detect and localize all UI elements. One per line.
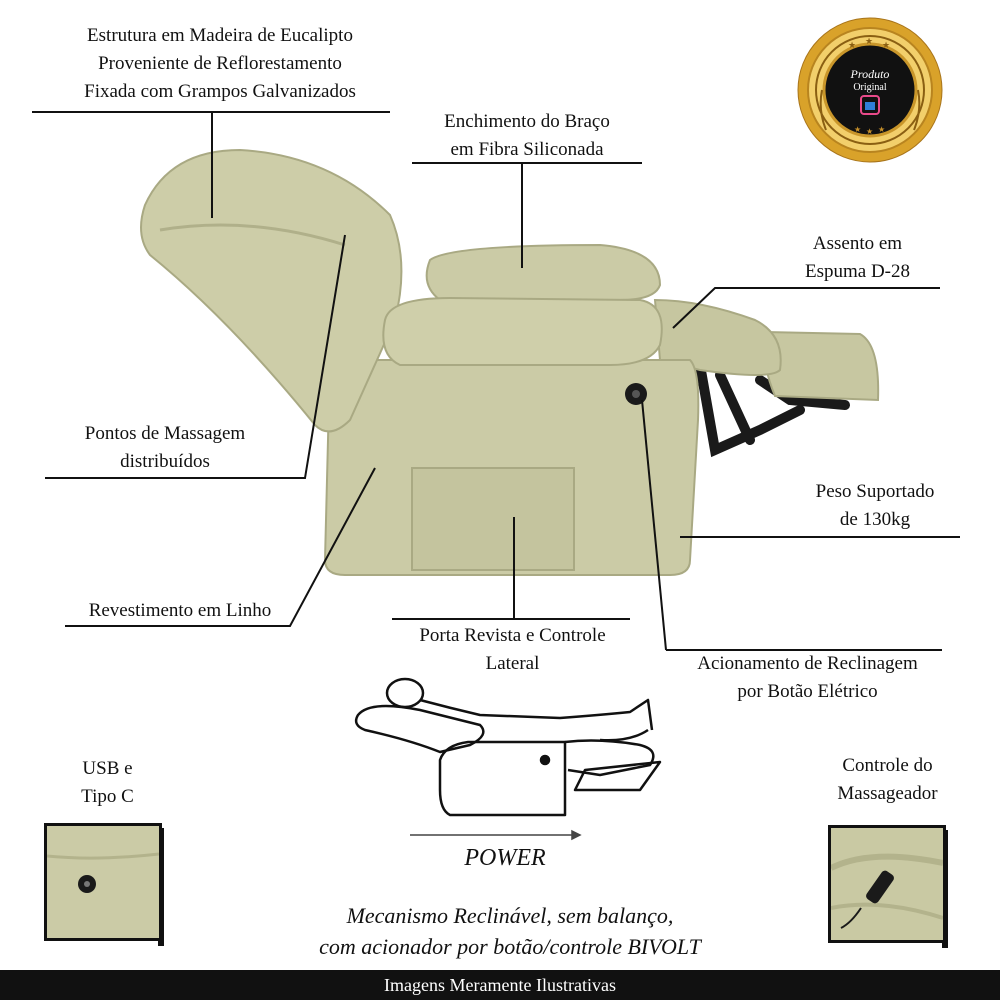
usb-port-thumbnail [44,823,162,941]
callout-enchimento-line1: Enchimento do Braço [444,111,610,132]
callout-pontos-line2: distribuídos [120,451,210,472]
callout-porta-line1: Porta Revista e Controle [419,625,606,646]
callout-acionamento-line1: Acionamento de Reclinagem [697,653,918,674]
power-arrow [410,831,580,839]
callout-assento-line1: Assento em [812,233,903,254]
mechanism-line1: Mecanismo Reclinável, sem balanço, [346,903,674,928]
svg-text:★: ★ [866,127,874,136]
svg-text:★: ★ [878,125,886,134]
svg-text:★: ★ [865,37,874,47]
rear-arm [427,245,660,300]
callout-estrutura-line1: Estrutura em Madeira de Eucalipto [87,25,353,46]
callout-estrutura-line3: Fixada com Grampos Galvanizados [84,81,356,102]
usb-label [55,755,160,811]
callout-peso [785,478,965,534]
badge-line2: Original [853,82,887,93]
callout-porta [385,622,640,678]
callout-pontos [45,420,285,476]
svg-text:★: ★ [882,41,891,51]
footer-bar [0,970,1000,1000]
footer-disclaimer: Imagens Meramente Ilustrativas [384,975,616,995]
callout-assento-line2: Espuma D-28 [804,261,910,282]
svg-text:★: ★ [848,41,857,51]
callout-estrutura [40,22,400,106]
backrest [141,150,401,431]
usb-label-line1: USB e [82,758,133,779]
callout-peso-line1: Peso Suportado [815,481,935,502]
callout-revestimento [60,597,300,625]
mechanism-line2: com acionador por botão/controle BIVOLT [319,934,701,959]
controle-label-line2: Massageador [837,783,938,804]
callout-enchimento-line2: em Fibra Siliconada [450,139,604,160]
front-arm [383,298,661,365]
controle-label [815,752,960,808]
svg-text:★: ★ [854,125,862,134]
controle-label-line1: Controle do [842,755,933,776]
massage-controller-thumbnail [828,825,946,943]
badge-line1: Produto [850,67,890,81]
power-label: POWER [464,845,546,871]
mechanism-description [200,900,820,962]
callout-acionamento-line2: por Botão Elétrico [737,681,878,702]
recline-diagram [356,679,660,815]
callout-porta-line2: Lateral [485,653,540,674]
callout-acionamento [655,650,960,706]
usb-label-line2: Tipo C [81,786,134,807]
callout-revestimento-line1: Revestimento em Linho [88,600,272,621]
callout-enchimento [412,108,642,164]
callout-assento [770,230,945,286]
callout-peso-line2: de 130kg [839,509,911,530]
side-pocket [412,468,574,570]
callout-pontos-line1: Pontos de Massagem [84,423,246,444]
callout-estrutura-line2: Proveniente de Reflorestamento [98,53,342,74]
original-product-badge [790,10,950,170]
